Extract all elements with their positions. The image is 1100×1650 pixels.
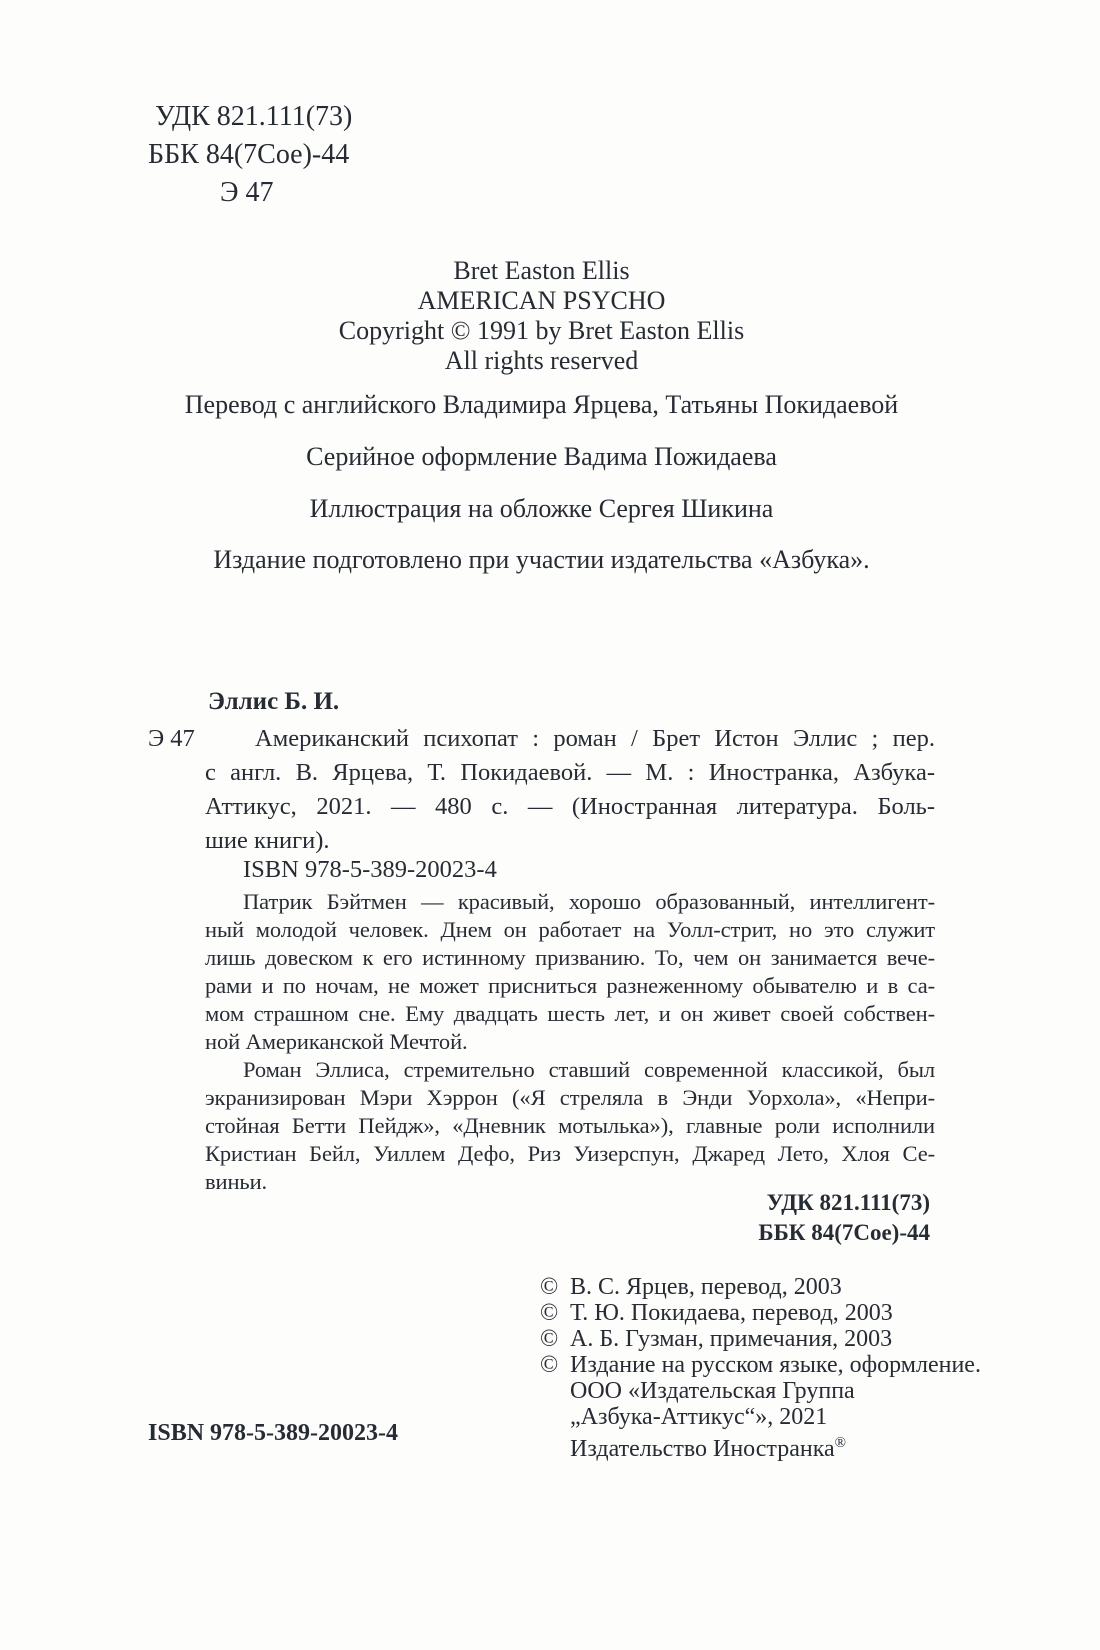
annotation-line: лишь довеском к его истинному призванию. То, чем он занимается вече- xyxy=(205,945,935,970)
series-design-credit: Серийное оформление Вадима Пожидаева xyxy=(306,442,777,471)
author-sign-catalog: Э 47 xyxy=(148,725,195,752)
annotation-line: стойная Бетти Пейдж», «Дневник мотылька»), главные роли исполнили xyxy=(205,1113,935,1138)
publisher-name: Издательство Иностранка xyxy=(570,1436,835,1462)
copyright-sign: © xyxy=(540,1326,559,1352)
copyright-sign: © xyxy=(540,1352,559,1378)
original-copyright: Copyright © 1991 by Bret Easton Ellis xyxy=(338,316,745,345)
original-title: AMERICAN PSYCHO xyxy=(417,286,666,315)
copyright-entry xyxy=(540,1300,981,1326)
copyright-text: А. Б. Гузман, примечания, 2003 xyxy=(570,1326,893,1352)
catalog-author-heading: Эллис Б. И. xyxy=(208,688,340,715)
copyright-sign: © xyxy=(540,1300,559,1326)
copyright-entry xyxy=(540,1274,981,1300)
annotation-line: ный молодой человек. Днем он работает на Уолл-стрит, но это служит xyxy=(205,917,935,942)
cover-illustration-credit: Иллюстрация на обложке Сергея Шикина xyxy=(309,494,774,523)
translation-credit: Перевод с английского Владимира Ярцева, Татьяны Покидаевой xyxy=(184,390,899,419)
copyright-text: Издание на русском языке, оформление. xyxy=(570,1352,981,1378)
annotation-block xyxy=(205,888,935,1196)
copyright-entry xyxy=(540,1352,981,1378)
original-edition-block xyxy=(148,256,935,376)
participation-note: Издание подготовлено при участии издательства «Азбука». xyxy=(213,545,870,574)
catalog-line: с англ. В. Ярцева, Т. Покидаевой. — М. : Иностранка, Азбука- xyxy=(205,759,935,786)
registered-trademark-sign: ® xyxy=(834,1435,847,1451)
top-codes-block xyxy=(148,98,352,212)
copyright-block xyxy=(540,1274,981,1462)
copyright-text: Т. Ю. Покидаева, перевод, 2003 xyxy=(570,1300,893,1326)
copyright-text: В. С. Ярцев, перевод, 2003 xyxy=(570,1274,842,1300)
catalog-line: шие книги). xyxy=(205,827,330,854)
copyright-continuation: ООО «Издательская Группа xyxy=(570,1378,855,1404)
annotation-line: Роман Эллиса, стремительно ставший современной классикой, был xyxy=(243,1057,935,1082)
author-sign-top: Э 47 xyxy=(220,177,274,208)
annotation-line: рами и по ночам, не может присниться разнеженному обывателю и в са- xyxy=(205,973,935,998)
annotation-paragraph-2 xyxy=(205,1056,935,1196)
catalog-isbn: ISBN 978-5-389-20023-4 xyxy=(243,856,497,883)
copyright-sign: © xyxy=(540,1274,559,1300)
catalog-line: Аттикус, 2021. — 480 с. — (Иностранная литература. Боль- xyxy=(205,793,935,820)
annotation-paragraph-1 xyxy=(205,888,935,1056)
copyright-entry xyxy=(540,1326,981,1352)
annotation-line: ной Американской Мечтой. xyxy=(205,1029,468,1054)
catalog-line: Американский психопат : роман / Брет Истон Эллис ; пер. xyxy=(255,725,935,752)
original-author: Bret Easton Ellis xyxy=(453,256,630,285)
catalog-description xyxy=(148,722,935,858)
annotation-line: Кристиан Бейл, Уиллем Дефо, Риз Уизерспун, Джаред Лето, Хлоя Се- xyxy=(205,1141,935,1166)
udk-code-bottom: УДК 821.111(73) xyxy=(766,1190,930,1215)
bbk-code-top: ББК 84(7Сое)-44 xyxy=(148,139,350,170)
publisher-line xyxy=(570,1430,981,1462)
copyright-continuation: „Азбука-Аттикус“», 2021 xyxy=(570,1404,828,1430)
annotation-line: Патрик Бэйтмен — красивый, хорошо образованный, интеллигент- xyxy=(243,889,935,914)
original-rights: All rights reserved xyxy=(444,346,639,375)
bottom-isbn: ISBN 978-5-389-20023-4 xyxy=(148,1420,398,1446)
annotation-line: мом страшном сне. Ему двадцать шесть лет, и он живет своей собствен- xyxy=(205,1001,935,1026)
annotation-line: экранизирован Мэри Хэррон («Я стреляла в Энди Уорхола», «Непри- xyxy=(205,1085,935,1110)
annotation-line: виньи. xyxy=(205,1169,268,1194)
udk-code-top: УДК 821.111(73) xyxy=(155,101,353,132)
bbk-code-bottom: ББК 84(7Сое)-44 xyxy=(758,1220,930,1245)
bottom-codes-block xyxy=(600,1188,930,1248)
